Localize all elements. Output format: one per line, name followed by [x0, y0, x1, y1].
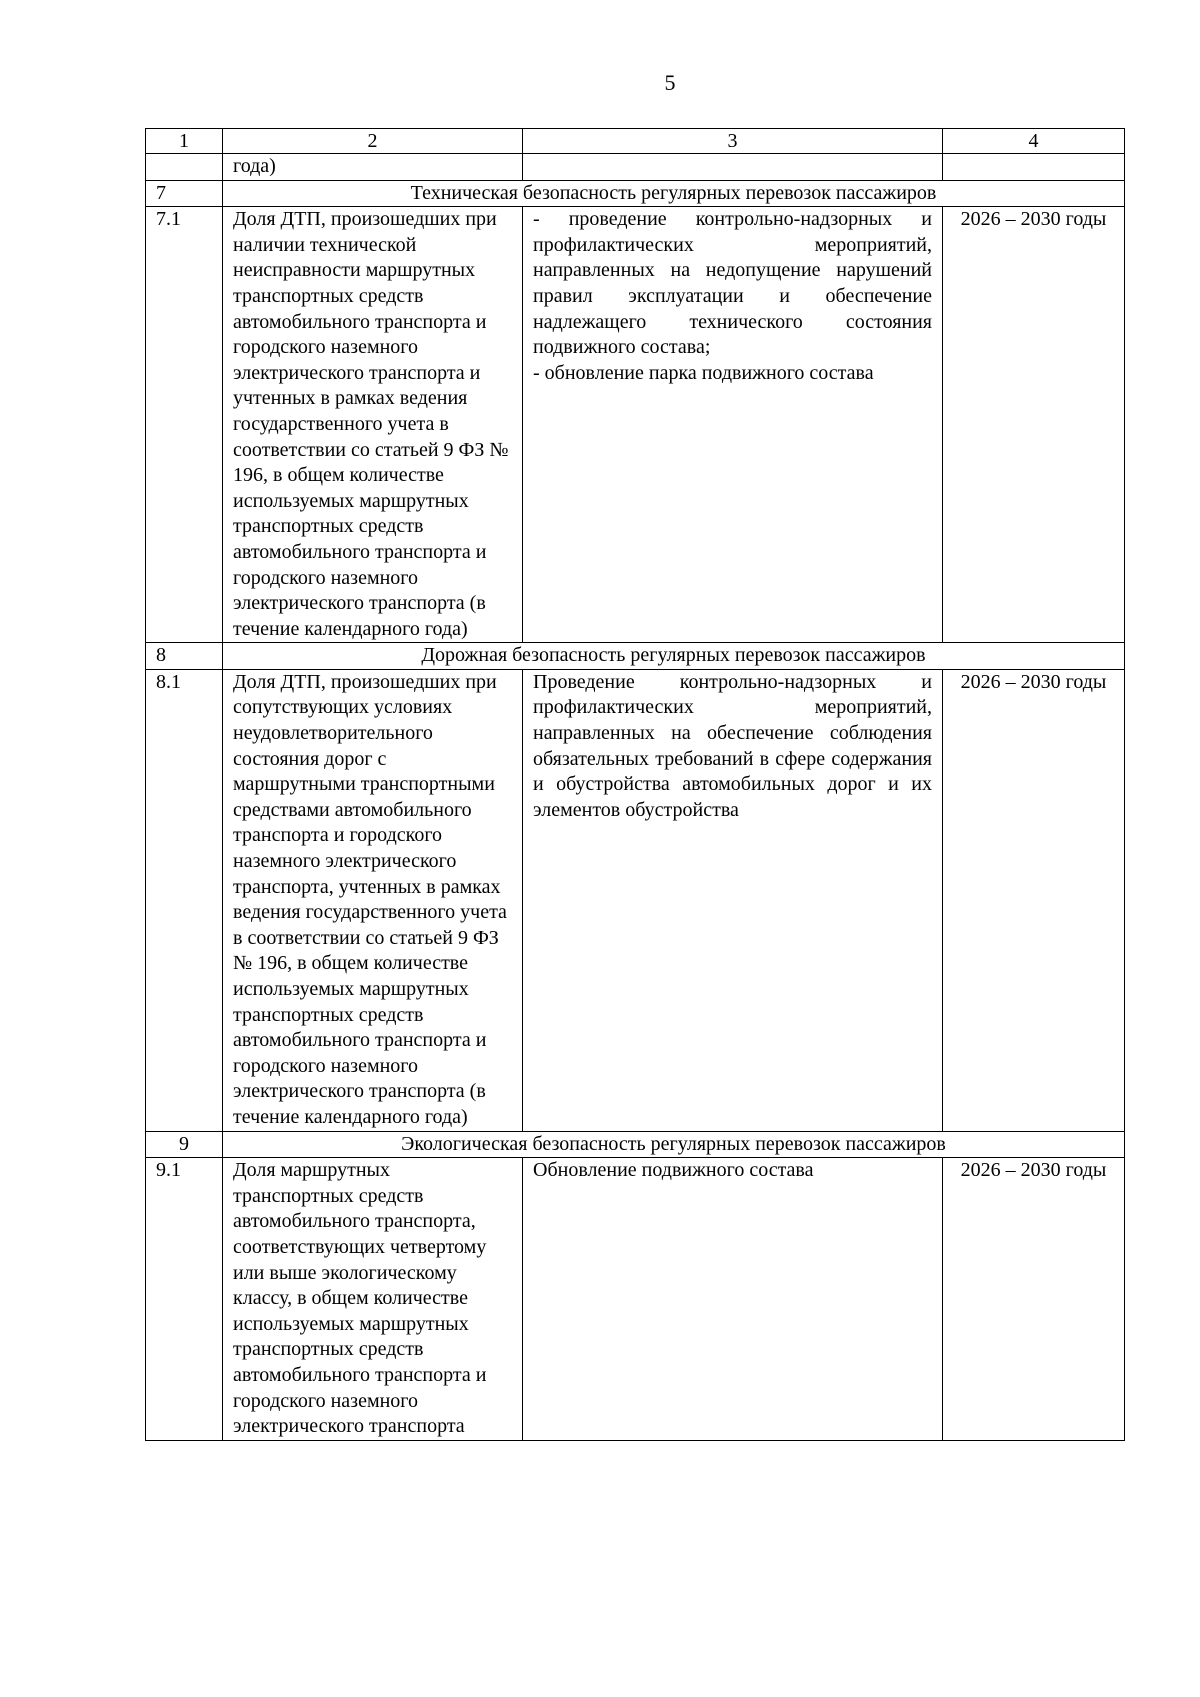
- period-cell: 2026 – 2030 годы: [943, 1158, 1125, 1441]
- section-row: [146, 180, 1125, 207]
- row-number: 7.1: [146, 207, 223, 643]
- row-number: 9.1: [146, 1158, 223, 1441]
- measure-item: - обновление парка подвижного состава: [533, 361, 874, 384]
- measure-item: - проведение контрольно-надзорных и профилактических мероприятий, направленных на недопущение нарушений правил эксплуатации и обеспечение надлежащего технического состояния подвижного состава;: [533, 208, 932, 359]
- measures-cell: [523, 1158, 943, 1441]
- measures-cell: [523, 669, 943, 1131]
- indicator-cell: Доля ДТП, произошедших при сопутствующих условиях неудовлетворительного состояния дорог с маршрутными транспортными средствами автомобильного транспорта и городского наземного электрического транспорта, учтенных в рамках ведения государственного учета в соответствии со статьей 9 ФЗ № 196, в общем количестве используемых маршрутных транспортных средств автомобильного транспорта и городского наземного электрического транспорта (в течение календарного года): [223, 669, 523, 1131]
- table-row: [146, 207, 1125, 643]
- header-col-1: 1: [146, 129, 223, 154]
- indicators-table: [145, 128, 1125, 1441]
- header-col-4: 4: [943, 129, 1125, 154]
- header-col-2: 2: [223, 129, 523, 154]
- measure-item: Обновление подвижного состава: [533, 1159, 814, 1182]
- continuation-text: года): [223, 154, 523, 181]
- period-cell: 2026 – 2030 годы: [943, 669, 1125, 1131]
- section-number: 9: [146, 1131, 223, 1158]
- measures-cell: [523, 207, 943, 643]
- indicator-cell: Доля маршрутных транспортных средств автомобильного транспорта, соответствующих четвертому или выше экологическому классу, в общем количестве используемых маршрутных транспортных средств автомобильного транспорта и городского наземного электрического транспорта: [223, 1158, 523, 1441]
- header-col-3: 3: [523, 129, 943, 154]
- indicator-cell: Доля ДТП, произошедших при наличии технической неисправности маршрутных транспортных средств автомобильного транспорта и городского наземного электрического транспорта и учтенных в рамках ведения государственного учета в соответствии со статьей 9 ФЗ № 196, в общем количестве используемых маршрутных транспортных средств автомобильного транспорта и городского наземного электрического транспорта (в течение календарного года): [223, 207, 523, 643]
- period-cell: 2026 – 2030 годы: [943, 207, 1125, 643]
- section-row: [146, 643, 1125, 670]
- row-number: 8.1: [146, 669, 223, 1131]
- section-number: 7: [146, 180, 223, 207]
- header-row: [146, 129, 1125, 154]
- section-title: Техническая безопасность регулярных перевозок пассажиров: [223, 180, 1125, 207]
- section-title: Экологическая безопасность регулярных перевозок пассажиров: [223, 1131, 1125, 1158]
- section-number: 8: [146, 643, 223, 670]
- table-row: [146, 1158, 1125, 1441]
- page-number: 5: [664, 70, 676, 95]
- table-row: [146, 669, 1125, 1131]
- measure-item: Проведение контрольно-надзорных и профилактических мероприятий, направленных на обеспечение соблюдения обязательных требований в сфере содержания и обустройства автомобильных дорог и их элементов обустройства: [533, 670, 932, 821]
- continuation-row: [146, 154, 1125, 181]
- section-title: Дорожная безопасность регулярных перевозок пассажиров: [223, 643, 1125, 670]
- section-row: [146, 1131, 1125, 1158]
